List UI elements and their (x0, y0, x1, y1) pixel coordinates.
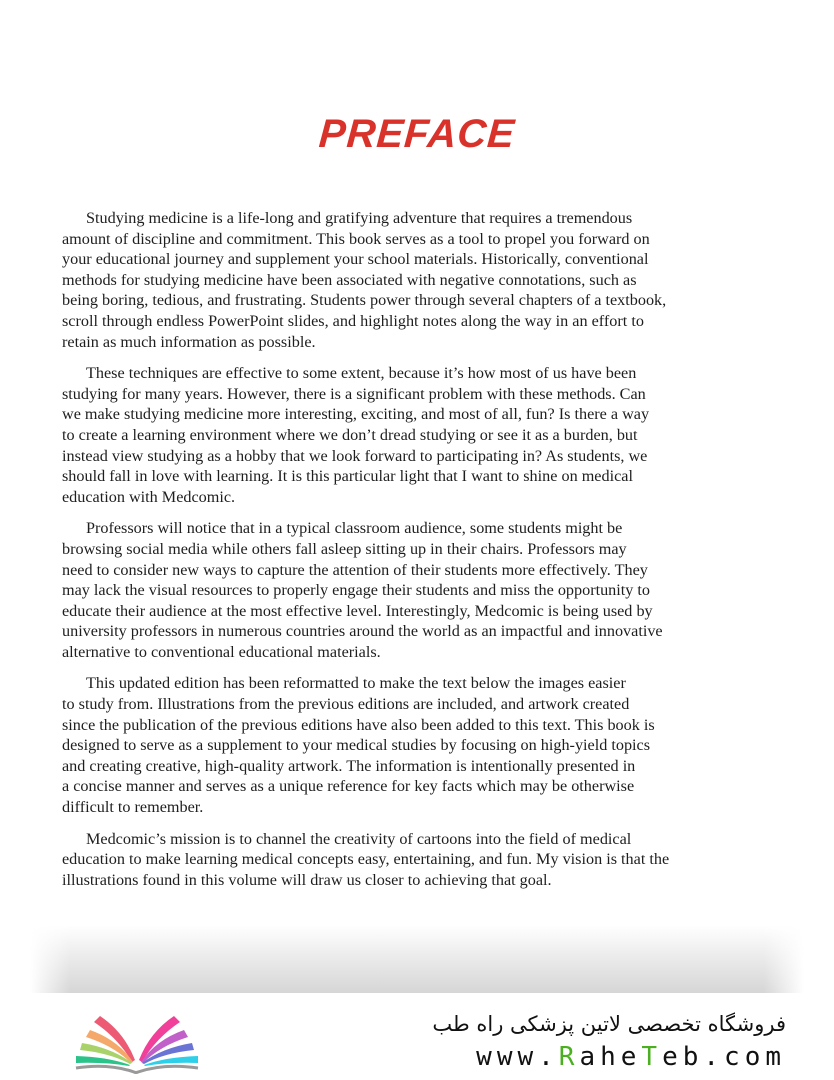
text-line: to create a learning environment where we don’t dread studying or see it as a burden, but (62, 425, 638, 444)
website-part-accent: T (641, 1042, 663, 1072)
website-part-accent: R (558, 1042, 580, 1072)
paragraph (62, 829, 752, 891)
page-bottom-shadow (30, 925, 804, 993)
text-line: need to consider new ways to capture the attention of their students more effectively. They (62, 560, 648, 579)
text-line: scroll through endless PowerPoint slides, and highlight notes along the way in an effort to (62, 311, 644, 330)
text-line: retain as much information as possible. (62, 332, 316, 351)
text-line: designed to serve as a supplement to your medical studies by focusing on high-yield topics (62, 736, 651, 755)
text-line: and creating creative, high-quality artwork. The information is intentionally presented in (62, 756, 636, 775)
preface-body (62, 208, 752, 901)
text-line: amount of discipline and commitment. This book serves as a tool to propel you forward on (62, 229, 650, 248)
website-part: eb.com (662, 1042, 786, 1072)
text-line: since the publication of the previous editions have also been added to this text. This book is (62, 715, 655, 734)
website-part: www. (476, 1042, 559, 1072)
open-book-rainbow-logo-icon (72, 1010, 202, 1074)
text-line: Studying medicine is a life-long and gratifying adventure that requires a tremendous (86, 209, 633, 227)
paragraph (62, 673, 752, 817)
text-line: a concise manner and serves as a unique reference for key facts which may be otherwise (62, 777, 635, 796)
text-line: methods for studying medicine have been associated with negative connotations, such as (62, 270, 637, 289)
text-line: being boring, tedious, and frustrating. Students power through several chapters of a textbook, (62, 291, 667, 310)
text-line: your educational journey and supplement your school materials. Historically, conventional (62, 250, 649, 269)
text-line: education to make learning medical concepts easy, entertaining, and fun. My vision is that the (62, 850, 670, 869)
text-line: education with Medcomic. (62, 487, 236, 506)
website-part: ahe (579, 1042, 642, 1072)
text-line: may lack the visual resources to properly engage their students and miss the opportunity to (62, 581, 651, 600)
text-line: Medcomic’s mission is to channel the creativity of cartoons into the field of medical (86, 829, 632, 848)
text-line: educate their audience at the most effective level. Interestingly, Medcomic is being used by (62, 601, 653, 620)
shop-name: فروشگاه تخصصی لاتین پزشکی راه طب (432, 1012, 786, 1036)
text-line: browsing social media while others fall asleep sitting up in their chairs. Professors may (62, 539, 627, 558)
text-line: studying for many years. However, there is a significant problem with these methods. Can (62, 384, 646, 403)
text-line: alternative to conventional educational materials. (62, 642, 381, 661)
text-line: we make studying medicine more interesting, exciting, and most of all, fun? Is there a way (62, 405, 650, 424)
text-line: This updated edition has been reformatted to make the text below the images easier (86, 674, 626, 693)
paragraph (62, 518, 752, 662)
text-line: instead view studying as a hobby that we look forward to participating in? As students, we (62, 446, 648, 465)
website-url[interactable] (476, 1042, 786, 1072)
paragraph (62, 363, 752, 507)
text-line: difficult to remember. (62, 798, 204, 817)
text-line: university professors in numerous countries around the world as an impactful and innovative (62, 622, 663, 641)
text-line: to study from. Illustrations from the previous editions are included, and artwork created (62, 695, 630, 714)
text-line: illustrations found in this volume will draw us closer to achieving that goal. (62, 870, 552, 889)
page-title: PREFACE (317, 112, 517, 156)
paragraph (62, 208, 752, 352)
text-line: Professors will notice that in a typical classroom audience, some students might be (86, 519, 623, 538)
text-line: These techniques are effective to some extent, because it’s how most of us have been (86, 364, 637, 383)
text-line: should fall in love with learning. It is this particular light that I want to shine on medical (62, 467, 633, 486)
